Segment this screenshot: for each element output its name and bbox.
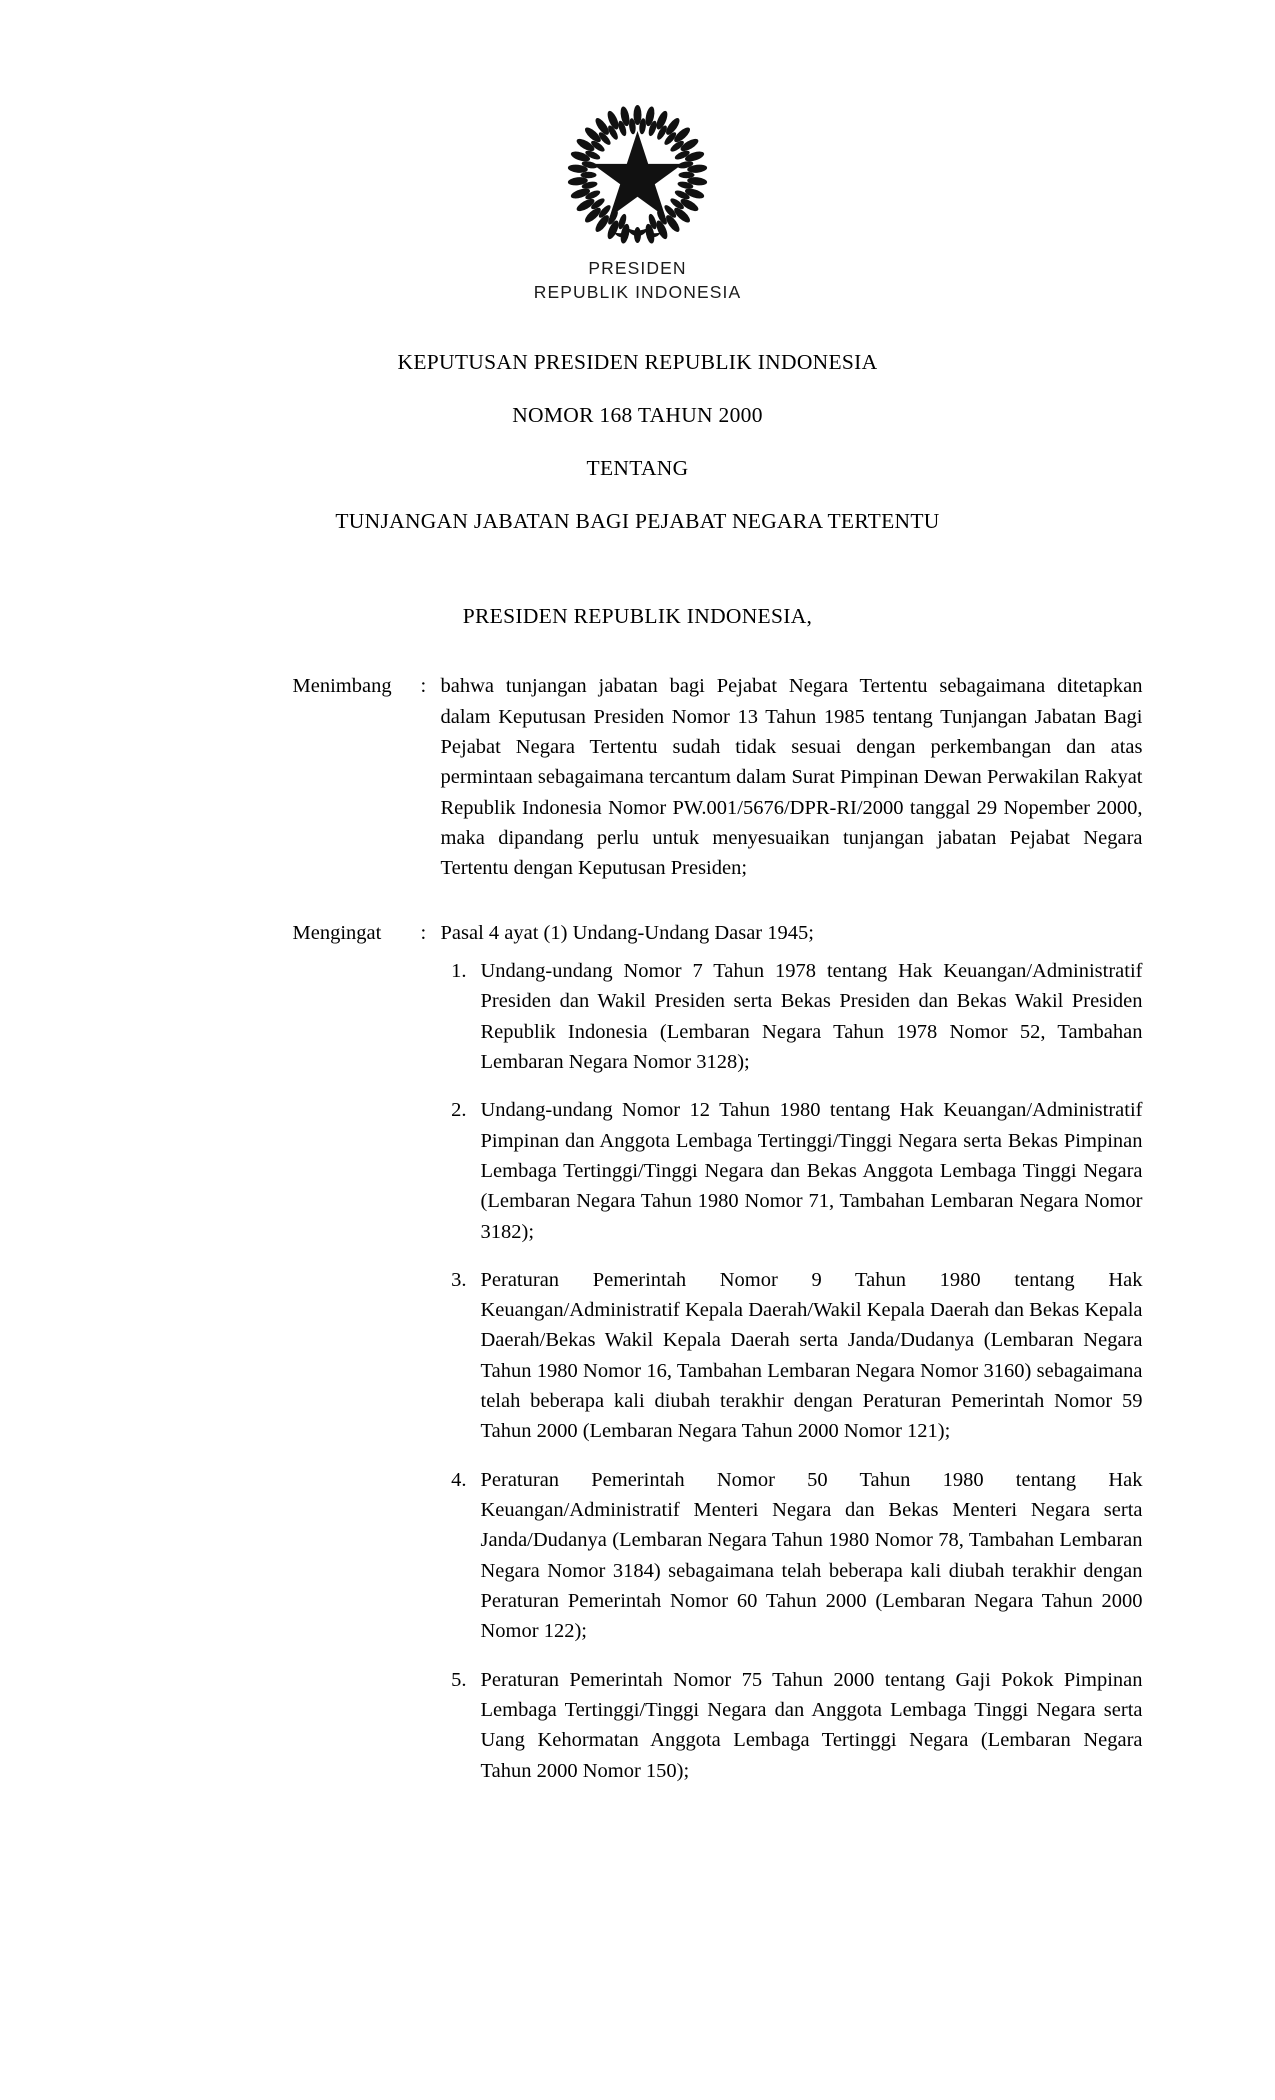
mengingat-text bbox=[441, 918, 1143, 1787]
mengingat-list bbox=[441, 956, 1143, 1786]
emblem-caption-line1: PRESIDEN bbox=[588, 258, 687, 278]
list-item-text: Undang-undang Nomor 12 Tahun 1980 tentang Hak Keuangan/Administratif Pimpinan dan Anggota Lembaga Tertinggi/Tinggi Negara serta Bekas Pimpinan Lembaga Tertinggi/Tinggi Negara dan Bekas Anggota Lembaga Tinggi Negara (Lembaran Negara Tahun 1980 Nomor 71, Tambahan Lembaran Negara Nomor 3182); bbox=[480, 1099, 1143, 1243]
emblem-container bbox=[0, 0, 1275, 304]
title-subject: TUNJANGAN JABATAN BAGI PEJABAT NEGARA TERTENTU bbox=[335, 509, 940, 534]
list-item bbox=[441, 1465, 1143, 1647]
list-item bbox=[441, 1095, 1143, 1247]
document-title-block bbox=[0, 350, 1275, 534]
title-keputusan: KEPUTUSAN PRESIDEN REPUBLIK INDONESIA bbox=[397, 350, 878, 375]
mengingat-clause bbox=[293, 918, 1143, 1787]
list-item bbox=[441, 1265, 1143, 1447]
list-item-number: 1. bbox=[451, 959, 467, 982]
mengingat-intro: Pasal 4 ayat (1) Undang-Undang Dasar 1945; bbox=[440, 921, 814, 944]
menimbang-text bbox=[441, 671, 1143, 883]
emblem-caption-line2: REPUBLIK INDONESIA bbox=[533, 281, 742, 302]
mengingat-label: Mengingat bbox=[292, 921, 382, 944]
title-nomor: NOMOR 168 TAHUN 2000 bbox=[512, 403, 763, 428]
menimbang-colon: : bbox=[420, 675, 427, 698]
list-item-text: Undang-undang Nomor 7 Tahun 1978 tentang Hak Keuangan/Administratif Presiden dan Wakil Presiden serta Bekas Presiden dan Bekas Wakil Presiden Republik Indonesia (Lembaran Negara Tahun 1978 Nomor 52, Tambahan Lembaran Negara Nomor 3128); bbox=[480, 959, 1143, 1073]
opening-statement: PRESIDEN REPUBLIK INDONESIA, bbox=[462, 604, 813, 629]
title-tentang: TENTANG bbox=[586, 456, 689, 481]
list-item-number: 5. bbox=[451, 1668, 467, 1691]
garuda-star-emblem bbox=[555, 105, 720, 250]
list-item bbox=[441, 956, 1143, 1077]
list-item-text: Peraturan Pemerintah Nomor 9 Tahun 1980 tentang Hak Keuangan/Administratif Kepala Daerah/Wakil Kepala Daerah dan Bekas Kepala Daerah/Bekas Wakil Kepala Daerah serta Janda/Dudanya (Lembaran Negara Tahun 1980 Nomor 16, Tambahan Lembaran Negara Nomor 3160) sebagaimana telah beberapa kali diubah terakhir dengan Peraturan Pemerintah Nomor 59 Tahun 2000 (Lembaran Negara Tahun 2000 Nomor 121); bbox=[480, 1268, 1143, 1443]
list-item-number: 2. bbox=[451, 1099, 467, 1122]
list-item bbox=[441, 1665, 1143, 1786]
list-item-text: Peraturan Pemerintah Nomor 75 Tahun 2000 tentang Gaji Pokok Pimpinan Lembaga Tertinggi/Tinggi Negara dan Anggota Lembaga Tinggi Negara serta Uang Kehormatan Anggota Lembaga Tertinggi Negara (Lembaran Negara Tahun 2000 Nomor 150); bbox=[480, 1668, 1143, 1782]
menimbang-clause bbox=[293, 671, 1143, 883]
list-item-number: 4. bbox=[451, 1468, 467, 1491]
list-item-number: 3. bbox=[451, 1268, 467, 1291]
emblem-caption bbox=[0, 257, 1275, 304]
list-item-text: Peraturan Pemerintah Nomor 50 Tahun 1980 tentang Hak Keuangan/Administratif Menteri Negara dan Bekas Menteri Negara serta Janda/Dudanya (Lembaran Negara Tahun 1980 Nomor 78, Tambahan Lembaran Negara Nomor 3184) sebagaimana telah beberapa kali diubah terakhir dengan Peraturan Pemerintah Nomor 60 Tahun 2000 (Lembaran Negara Tahun 2000 Nomor 122); bbox=[480, 1468, 1143, 1643]
document-body bbox=[133, 671, 1143, 1786]
menimbang-paragraph: bahwa tunjangan jabatan bagi Pejabat Negara Tertentu sebagaimana ditetapkan dalam Keputusan Presiden Nomor 13 Tahun 1985 tentang Tunjangan Jabatan Bagi Pejabat Negara Tertentu sudah tidak sesuai dengan perkembangan dan atas permintaan sebagaimana tercantum dalam Surat Pimpinan Dewan Perwakilan Rakyat Republik Indonesia Nomor PW.001/5676/DPR-RI/2000 tanggal 29 Nopember 2000, maka dipandang perlu untuk menyesuaikan tunjangan jabatan Pejabat Negara Tertentu dengan Keputusan Presiden; bbox=[440, 675, 1143, 880]
mengingat-colon: : bbox=[420, 921, 427, 944]
menimbang-label: Menimbang bbox=[292, 675, 392, 698]
